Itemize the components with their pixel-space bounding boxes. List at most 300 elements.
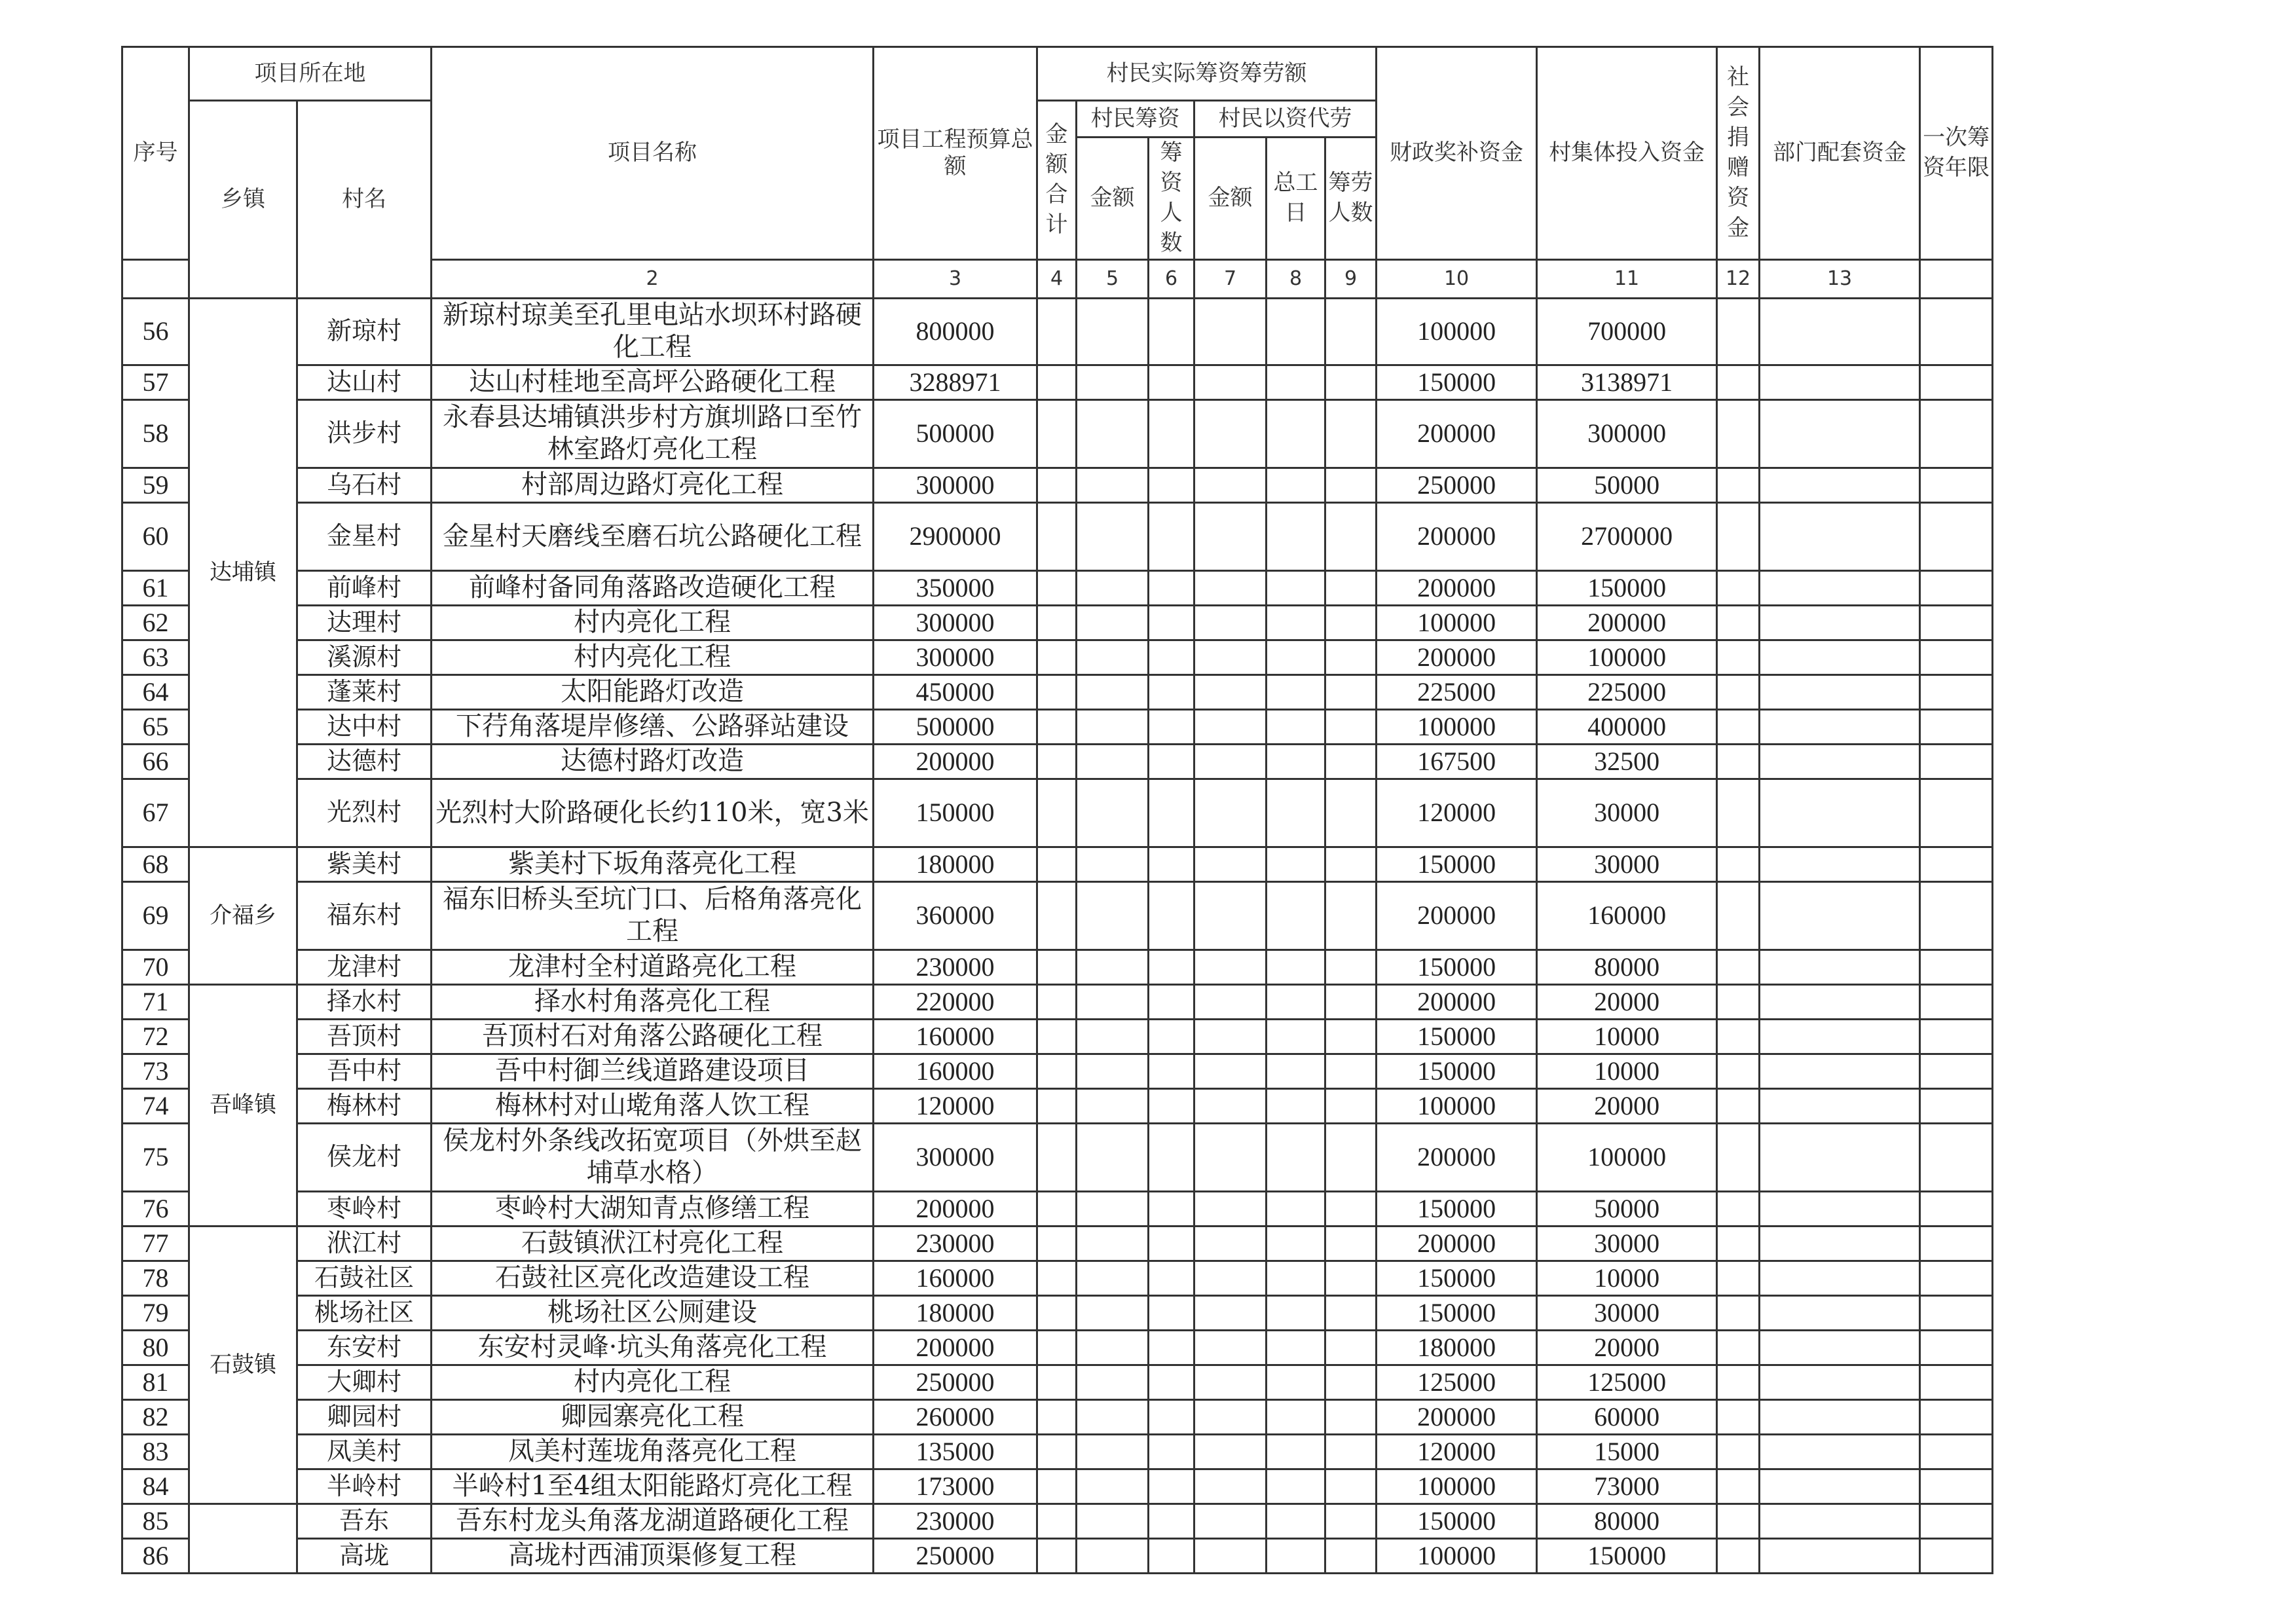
row-finance-subsidy: 250000: [1377, 468, 1537, 502]
row-seq: 75: [122, 1123, 189, 1191]
row-empty-cell: [1920, 779, 1993, 847]
row-empty-cell: [1037, 950, 1077, 984]
row-empty-cell: [1267, 1123, 1325, 1191]
row-empty-cell: [1760, 1365, 1920, 1399]
row-empty-cell: [1717, 950, 1760, 984]
row-seq: 60: [122, 502, 189, 570]
row-empty-cell: [1267, 468, 1325, 502]
row-budget: 230000: [874, 950, 1037, 984]
row-empty-cell: [1149, 779, 1194, 847]
row-village: 蓬莱村: [297, 674, 432, 709]
header-funding-persons: 筹资人数: [1149, 138, 1194, 260]
table-header: [122, 47, 1993, 299]
row-empty-cell: [1077, 1469, 1149, 1504]
col-number: 9: [1325, 259, 1377, 298]
row-empty-cell: [1717, 1019, 1760, 1054]
row-seq: 72: [122, 1019, 189, 1054]
header-project-name: 项目名称: [432, 47, 874, 260]
row-project-name: 石鼓镇洑江村亮化工程: [432, 1226, 874, 1261]
row-village: 吾东: [297, 1504, 432, 1538]
table-row: [122, 1295, 1993, 1330]
row-empty-cell: [1717, 570, 1760, 605]
row-empty-cell: [1325, 1365, 1377, 1399]
row-collective-investment: 150000: [1537, 570, 1717, 605]
row-empty-cell: [1717, 1226, 1760, 1261]
row-empty-cell: [1920, 399, 1993, 468]
row-empty-cell: [1325, 984, 1377, 1019]
row-empty-cell: [1149, 1019, 1194, 1054]
row-seq: 84: [122, 1469, 189, 1504]
row-empty-cell: [1194, 984, 1267, 1019]
row-empty-cell: [1149, 1469, 1194, 1504]
row-seq: 61: [122, 570, 189, 605]
row-budget: 2900000: [874, 502, 1037, 570]
row-empty-cell: [1267, 502, 1325, 570]
row-finance-subsidy: 150000: [1377, 1261, 1537, 1295]
row-empty-cell: [1717, 1504, 1760, 1538]
row-budget: 173000: [874, 1469, 1037, 1504]
row-empty-cell: [1717, 605, 1760, 640]
funding-table-sheet: [121, 46, 1991, 1591]
row-empty-cell: [1267, 1088, 1325, 1123]
row-empty-cell: [1077, 1365, 1149, 1399]
row-collective-investment: 30000: [1537, 779, 1717, 847]
row-empty-cell: [1920, 468, 1993, 502]
row-empty-cell: [1267, 881, 1325, 950]
row-project-name: 卿园寨亮化工程: [432, 1399, 874, 1434]
row-seq: 77: [122, 1226, 189, 1261]
row-empty-cell: [1325, 1088, 1377, 1123]
table-row: [122, 674, 1993, 709]
row-finance-subsidy: 100000: [1377, 1088, 1537, 1123]
row-finance-subsidy: 200000: [1377, 502, 1537, 570]
row-budget: 300000: [874, 640, 1037, 674]
row-village: 侯龙村: [297, 1123, 432, 1191]
row-empty-cell: [1194, 779, 1267, 847]
row-empty-cell: [1077, 881, 1149, 950]
row-empty-cell: [1194, 298, 1267, 365]
row-empty-cell: [1077, 468, 1149, 502]
row-project-name: 前峰村备同角落路改造硬化工程: [432, 570, 874, 605]
row-budget: 180000: [874, 1295, 1037, 1330]
row-budget: 150000: [874, 779, 1037, 847]
row-budget: 180000: [874, 847, 1037, 881]
row-empty-cell: [1920, 1191, 1993, 1226]
row-empty-cell: [1920, 709, 1993, 744]
header-dept-matching: 部门配套资金: [1760, 47, 1920, 260]
header-funding-amount: 金额: [1077, 138, 1149, 260]
row-seq: 79: [122, 1295, 189, 1330]
row-empty-cell: [1760, 1054, 1920, 1088]
col-number: 6: [1149, 259, 1194, 298]
row-collective-investment: 20000: [1537, 984, 1717, 1019]
row-budget: 160000: [874, 1054, 1037, 1088]
row-finance-subsidy: 150000: [1377, 1054, 1537, 1088]
row-empty-cell: [1077, 570, 1149, 605]
row-collective-investment: 15000: [1537, 1434, 1717, 1469]
row-empty-cell: [1037, 984, 1077, 1019]
row-seq: 69: [122, 881, 189, 950]
row-empty-cell: [1325, 468, 1377, 502]
row-empty-cell: [1037, 1261, 1077, 1295]
table-row: [122, 1226, 1993, 1261]
row-empty-cell: [1267, 779, 1325, 847]
row-collective-investment: 30000: [1537, 1295, 1717, 1330]
town-cell: 介福乡: [189, 847, 297, 984]
row-empty-cell: [1077, 1295, 1149, 1330]
row-empty-cell: [1760, 1295, 1920, 1330]
row-empty-cell: [1149, 847, 1194, 881]
row-project-name: 紫美村下坂角落亮化工程: [432, 847, 874, 881]
row-empty-cell: [1077, 399, 1149, 468]
row-budget: 230000: [874, 1226, 1037, 1261]
row-empty-cell: [1194, 502, 1267, 570]
row-project-name: 新琼村琼美至孔里电站水坝环村路硬化工程: [432, 298, 874, 365]
row-finance-subsidy: 180000: [1377, 1330, 1537, 1365]
row-empty-cell: [1760, 502, 1920, 570]
row-empty-cell: [1920, 1088, 1993, 1123]
col-number: 2: [432, 259, 874, 298]
row-empty-cell: [1325, 1504, 1377, 1538]
row-empty-cell: [1267, 1019, 1325, 1054]
header-town: 乡镇: [189, 101, 297, 299]
row-empty-cell: [1267, 1226, 1325, 1261]
row-village: 龙津村: [297, 950, 432, 984]
table-row: [122, 1365, 1993, 1399]
header-collective-investment: 村集体投入资金: [1537, 47, 1717, 260]
row-project-name: 太阳能路灯改造: [432, 674, 874, 709]
row-empty-cell: [1077, 779, 1149, 847]
row-empty-cell: [1194, 1538, 1267, 1573]
row-collective-investment: 50000: [1537, 1191, 1717, 1226]
row-empty-cell: [1717, 1295, 1760, 1330]
row-empty-cell: [1920, 1399, 1993, 1434]
row-empty-cell: [1325, 709, 1377, 744]
row-empty-cell: [1077, 950, 1149, 984]
row-village: 金星村: [297, 502, 432, 570]
row-collective-investment: 20000: [1537, 1330, 1717, 1365]
row-finance-subsidy: 100000: [1377, 298, 1537, 365]
row-finance-subsidy: 150000: [1377, 365, 1537, 399]
row-empty-cell: [1760, 1330, 1920, 1365]
table-row: [122, 365, 1993, 399]
row-empty-cell: [1194, 744, 1267, 779]
row-seq: 73: [122, 1054, 189, 1088]
town-cell: 石鼓镇: [189, 1226, 297, 1504]
row-empty-cell: [1920, 1504, 1993, 1538]
row-empty-cell: [1325, 1330, 1377, 1365]
row-empty-cell: [1717, 399, 1760, 468]
row-empty-cell: [1077, 298, 1149, 365]
header-budget: 项目工程预算总额: [874, 47, 1037, 260]
row-empty-cell: [1077, 1191, 1149, 1226]
row-collective-investment: 80000: [1537, 1504, 1717, 1538]
row-empty-cell: [1267, 984, 1325, 1019]
row-empty-cell: [1037, 779, 1077, 847]
row-empty-cell: [1077, 984, 1149, 1019]
row-empty-cell: [1760, 1434, 1920, 1469]
row-empty-cell: [1194, 399, 1267, 468]
row-village: 桃场社区: [297, 1295, 432, 1330]
row-empty-cell: [1760, 640, 1920, 674]
row-empty-cell: [1267, 605, 1325, 640]
row-village: 洑江村: [297, 1226, 432, 1261]
row-collective-investment: 100000: [1537, 640, 1717, 674]
row-empty-cell: [1760, 1088, 1920, 1123]
row-empty-cell: [1325, 640, 1377, 674]
row-empty-cell: [1920, 1261, 1993, 1295]
row-empty-cell: [1037, 881, 1077, 950]
row-finance-subsidy: 225000: [1377, 674, 1537, 709]
row-empty-cell: [1194, 950, 1267, 984]
row-collective-investment: 20000: [1537, 1088, 1717, 1123]
row-empty-cell: [1717, 1538, 1760, 1573]
row-empty-cell: [1717, 1330, 1760, 1365]
row-empty-cell: [1325, 1261, 1377, 1295]
col-number-seq: [122, 259, 189, 298]
row-empty-cell: [1920, 1019, 1993, 1054]
row-empty-cell: [1267, 1295, 1325, 1330]
table-row: [122, 1330, 1993, 1365]
row-seq: 63: [122, 640, 189, 674]
row-empty-cell: [1037, 1054, 1077, 1088]
row-empty-cell: [1037, 502, 1077, 570]
row-empty-cell: [1267, 1504, 1325, 1538]
row-empty-cell: [1717, 1365, 1760, 1399]
row-empty-cell: [1325, 674, 1377, 709]
row-empty-cell: [1037, 1469, 1077, 1504]
table-row: [122, 1434, 1993, 1469]
row-empty-cell: [1920, 1365, 1993, 1399]
row-budget: 200000: [874, 1330, 1037, 1365]
row-project-name: 半岭村1至4组太阳能路灯亮化工程: [432, 1469, 874, 1504]
row-empty-cell: [1717, 1399, 1760, 1434]
row-finance-subsidy: 200000: [1377, 640, 1537, 674]
row-empty-cell: [1149, 1261, 1194, 1295]
row-empty-cell: [1037, 1088, 1077, 1123]
row-empty-cell: [1194, 1399, 1267, 1434]
row-finance-subsidy: 150000: [1377, 1191, 1537, 1226]
row-empty-cell: [1077, 502, 1149, 570]
row-project-name: 村内亮化工程: [432, 640, 874, 674]
row-empty-cell: [1267, 1365, 1325, 1399]
row-empty-cell: [1037, 1399, 1077, 1434]
row-empty-cell: [1037, 1191, 1077, 1226]
row-seq: 68: [122, 847, 189, 881]
table-row: [122, 881, 1993, 950]
row-finance-subsidy: 200000: [1377, 1226, 1537, 1261]
row-village: 高垅: [297, 1538, 432, 1573]
row-village: 前峰村: [297, 570, 432, 605]
row-budget: 200000: [874, 744, 1037, 779]
row-empty-cell: [1037, 1504, 1077, 1538]
row-empty-cell: [1194, 1088, 1267, 1123]
row-empty-cell: [1037, 1123, 1077, 1191]
row-project-name: 吾中村御兰线道路建设项目: [432, 1054, 874, 1088]
row-empty-cell: [1325, 881, 1377, 950]
row-empty-cell: [1760, 950, 1920, 984]
row-finance-subsidy: 100000: [1377, 1538, 1537, 1573]
row-empty-cell: [1325, 1019, 1377, 1054]
row-empty-cell: [1077, 365, 1149, 399]
town-cell: 达埔镇: [189, 298, 297, 847]
row-village: 福东村: [297, 881, 432, 950]
row-empty-cell: [1920, 1469, 1993, 1504]
row-empty-cell: [1077, 674, 1149, 709]
row-seq: 78: [122, 1261, 189, 1295]
row-project-name: 桃场社区公厕建设: [432, 1295, 874, 1330]
row-empty-cell: [1325, 950, 1377, 984]
row-village: 枣岭村: [297, 1191, 432, 1226]
row-empty-cell: [1037, 847, 1077, 881]
row-empty-cell: [1077, 1088, 1149, 1123]
table-row: [122, 1538, 1993, 1573]
table-row: [122, 570, 1993, 605]
row-project-name: 梅林村对山墘角落人饮工程: [432, 1088, 874, 1123]
row-budget: 360000: [874, 881, 1037, 950]
col-number: 12: [1717, 259, 1760, 298]
row-budget: 300000: [874, 1123, 1037, 1191]
row-project-name: 村内亮化工程: [432, 605, 874, 640]
row-project-name: 福东旧桥头至坑门口、后格角落亮化工程: [432, 881, 874, 950]
row-empty-cell: [1760, 468, 1920, 502]
row-empty-cell: [1267, 640, 1325, 674]
col-number: 11: [1537, 259, 1717, 298]
row-empty-cell: [1194, 1469, 1267, 1504]
funding-table: [121, 46, 1993, 1574]
row-empty-cell: [1194, 1191, 1267, 1226]
row-collective-investment: 2700000: [1537, 502, 1717, 570]
table-row: [122, 779, 1993, 847]
row-empty-cell: [1077, 1504, 1149, 1538]
row-empty-cell: [1149, 1295, 1194, 1330]
row-village: 梅林村: [297, 1088, 432, 1123]
row-empty-cell: [1717, 881, 1760, 950]
col-number: 10: [1377, 259, 1537, 298]
row-empty-cell: [1325, 1226, 1377, 1261]
row-empty-cell: [1760, 779, 1920, 847]
row-project-name: 达德村路灯改造: [432, 744, 874, 779]
table-row: [122, 1054, 1993, 1088]
row-empty-cell: [1717, 502, 1760, 570]
row-project-name: 村部周边路灯亮化工程: [432, 468, 874, 502]
row-empty-cell: [1194, 1365, 1267, 1399]
row-empty-cell: [1267, 1469, 1325, 1504]
row-empty-cell: [1920, 1054, 1993, 1088]
row-empty-cell: [1325, 1054, 1377, 1088]
row-empty-cell: [1149, 298, 1194, 365]
row-finance-subsidy: 120000: [1377, 779, 1537, 847]
row-empty-cell: [1760, 881, 1920, 950]
row-empty-cell: [1920, 674, 1993, 709]
row-empty-cell: [1267, 570, 1325, 605]
row-collective-investment: 700000: [1537, 298, 1717, 365]
row-collective-investment: 10000: [1537, 1261, 1717, 1295]
row-empty-cell: [1077, 1226, 1149, 1261]
row-collective-investment: 225000: [1537, 674, 1717, 709]
table-row: [122, 709, 1993, 744]
col-number: 13: [1760, 259, 1920, 298]
header-funding-years: 一次筹资年限: [1920, 47, 1993, 260]
row-empty-cell: [1760, 298, 1920, 365]
row-empty-cell: [1760, 1123, 1920, 1191]
row-budget: 160000: [874, 1261, 1037, 1295]
row-empty-cell: [1920, 1434, 1993, 1469]
row-village: 达理村: [297, 605, 432, 640]
row-finance-subsidy: 167500: [1377, 744, 1537, 779]
row-empty-cell: [1149, 1365, 1194, 1399]
row-empty-cell: [1077, 709, 1149, 744]
row-empty-cell: [1717, 1054, 1760, 1088]
row-empty-cell: [1760, 570, 1920, 605]
row-empty-cell: [1149, 674, 1194, 709]
row-empty-cell: [1149, 1123, 1194, 1191]
header-amount-total: 金额合计: [1037, 101, 1077, 260]
row-empty-cell: [1077, 1399, 1149, 1434]
table-row: [122, 605, 1993, 640]
header-village: 村名: [297, 101, 432, 299]
row-empty-cell: [1037, 709, 1077, 744]
row-seq: 74: [122, 1088, 189, 1123]
header-seq: 序号: [122, 47, 189, 260]
row-budget: 300000: [874, 605, 1037, 640]
row-empty-cell: [1920, 570, 1993, 605]
header-labor-persons: 筹劳人数: [1325, 138, 1377, 260]
col-number: 3: [874, 259, 1037, 298]
row-budget: 500000: [874, 709, 1037, 744]
row-empty-cell: [1077, 1434, 1149, 1469]
row-seq: 83: [122, 1434, 189, 1469]
row-project-name: 龙津村全村道路亮化工程: [432, 950, 874, 984]
row-empty-cell: [1267, 674, 1325, 709]
table-row: [122, 502, 1993, 570]
row-village: 紫美村: [297, 847, 432, 881]
row-project-name: 枣岭村大湖知青点修缮工程: [432, 1191, 874, 1226]
row-finance-subsidy: 200000: [1377, 984, 1537, 1019]
row-empty-cell: [1077, 847, 1149, 881]
row-empty-cell: [1194, 468, 1267, 502]
table-row: [122, 1504, 1993, 1538]
row-empty-cell: [1037, 1365, 1077, 1399]
row-empty-cell: [1037, 744, 1077, 779]
row-empty-cell: [1267, 847, 1325, 881]
row-seq: 56: [122, 298, 189, 365]
row-project-name: 下荇角落堤岸修缮、公路驿站建设: [432, 709, 874, 744]
row-empty-cell: [1149, 881, 1194, 950]
row-empty-cell: [1760, 744, 1920, 779]
row-empty-cell: [1149, 570, 1194, 605]
row-collective-investment: 32500: [1537, 744, 1717, 779]
row-empty-cell: [1325, 1399, 1377, 1434]
row-budget: 160000: [874, 1019, 1037, 1054]
row-budget: 450000: [874, 674, 1037, 709]
row-empty-cell: [1194, 1330, 1267, 1365]
row-budget: 300000: [874, 468, 1037, 502]
row-budget: 230000: [874, 1504, 1037, 1538]
row-seq: 58: [122, 399, 189, 468]
row-empty-cell: [1037, 1226, 1077, 1261]
row-empty-cell: [1760, 984, 1920, 1019]
row-empty-cell: [1037, 1019, 1077, 1054]
row-empty-cell: [1194, 1261, 1267, 1295]
row-empty-cell: [1760, 1019, 1920, 1054]
row-empty-cell: [1717, 847, 1760, 881]
row-empty-cell: [1325, 1295, 1377, 1330]
table-row: [122, 640, 1993, 674]
row-seq: 59: [122, 468, 189, 502]
row-empty-cell: [1194, 709, 1267, 744]
table-row: [122, 298, 1993, 365]
